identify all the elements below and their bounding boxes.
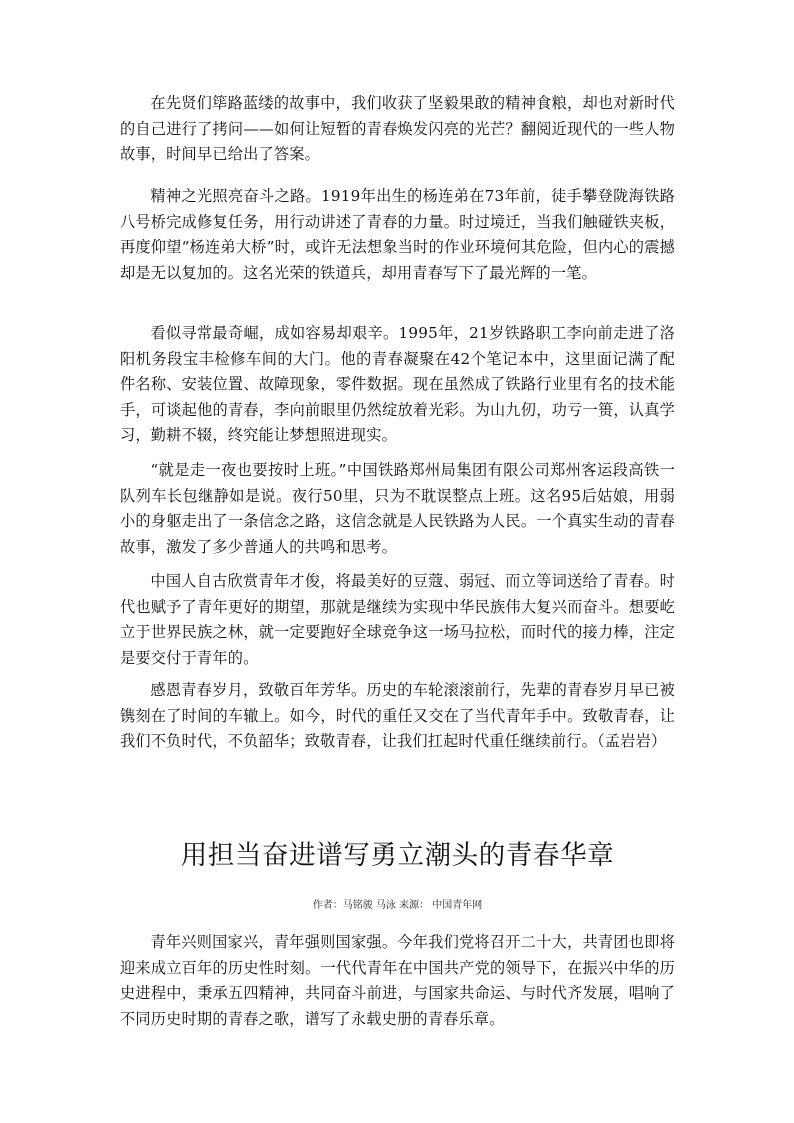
article-paragraph-4: “就是走一夜也要按时上班。”中国铁路郑州局集团有限公司郑州客运段高铁一队列车长包继静如是说。夜行50里，只为不耽误整点上班。这名95后姑娘，用弱小的身躯走出了一条信念之路，这信念就是人民铁路为人民。一个真实生动的青春故事，激发了多少普通人的共鸣和思考。 — [120, 461, 675, 556]
article-paragraph-2: 精神之光照亮奋斗之路。1919年出生的杨连弟在73年前，徒手攀登陇海铁路八号桥完成修复任务，用行动讲述了青春的力量。时过境迁，当我们触碰铁夹板，再度仰望“杨连弟大桥”时，或许无法想象当时的作业环境何其危险，但内心的震撼却是无以复加的。这名光荣的铁道兵，却用青春写下了最光辉的一笔。 — [120, 187, 675, 282]
article-paragraph-5: 中国人自古欣赏青年才俊，将最美好的豆蔻、弱冠、而立等词送给了青春。时代也赋予了青年更好的期望，那就是继续为实现中华民族伟大复兴而奋斗。想要屹立于世界民族之林，就一定要跑好全球竞争这一场马拉松，而时代的接力棒，注定是要交付于青年的。 — [120, 572, 675, 667]
article-paragraph-3: 看似寻常最奇崛，成如容易却艰辛。1995年，21岁铁路职工李向前走进了洛阳机务段宝丰检修车间的大门。他的青春凝聚在42个笔记本中，这里面记满了配件名称、安装位置、故障现象，零件数据。现在虽然成了铁路行业里有名的技术能手，可谈起他的青春，李向前眼里仍然绽放着光彩。为山九仞，功亏一篑，认真学习，勤耕不辍，终究能让梦想照进现实。 — [120, 324, 675, 444]
article-paragraph-6: 感恩青春岁月，致敬百年芳华。历史的车轮滚滚前行，先辈的青春岁月早已被镌刻在了时间的车辙上。如今，时代的重任又交在了当代青年手中。致敬青春，让我们不负时代，不负韶华；致敬青春，让我们扛起时代重任继续前行。（孟岩岩） — [120, 681, 675, 750]
article-title: 用担当奋进谱写勇立潮头的青春华章 — [180, 840, 615, 871]
article-byline: 作者：马铭骏 马泳 来源： 中国青年网 — [312, 900, 483, 911]
article-paragraph-1: 在先贤们筚路蓝缕的故事中，我们收获了坚毅果敢的精神食粮，却也对新时代的自己进行了拷问——如何让短暂的青春焕发闪亮的光芒？翻阅近现代的一些人物故事，时间早已给出了答案。 — [120, 94, 675, 163]
article2-paragraph-1: 青年兴则国家兴，青年强则国家强。今年我们党将召开二十大，共青团也即将迎来成立百年的历史性时刻。一代代青年在中国共产党的领导下，在振兴中华的历史进程中，秉承五四精神，共同奋斗前进，与国家共命运、与时代齐发展，唱响了不同历史时期的青春之歌，谱写了永载史册的青春乐章。 — [120, 933, 675, 1028]
